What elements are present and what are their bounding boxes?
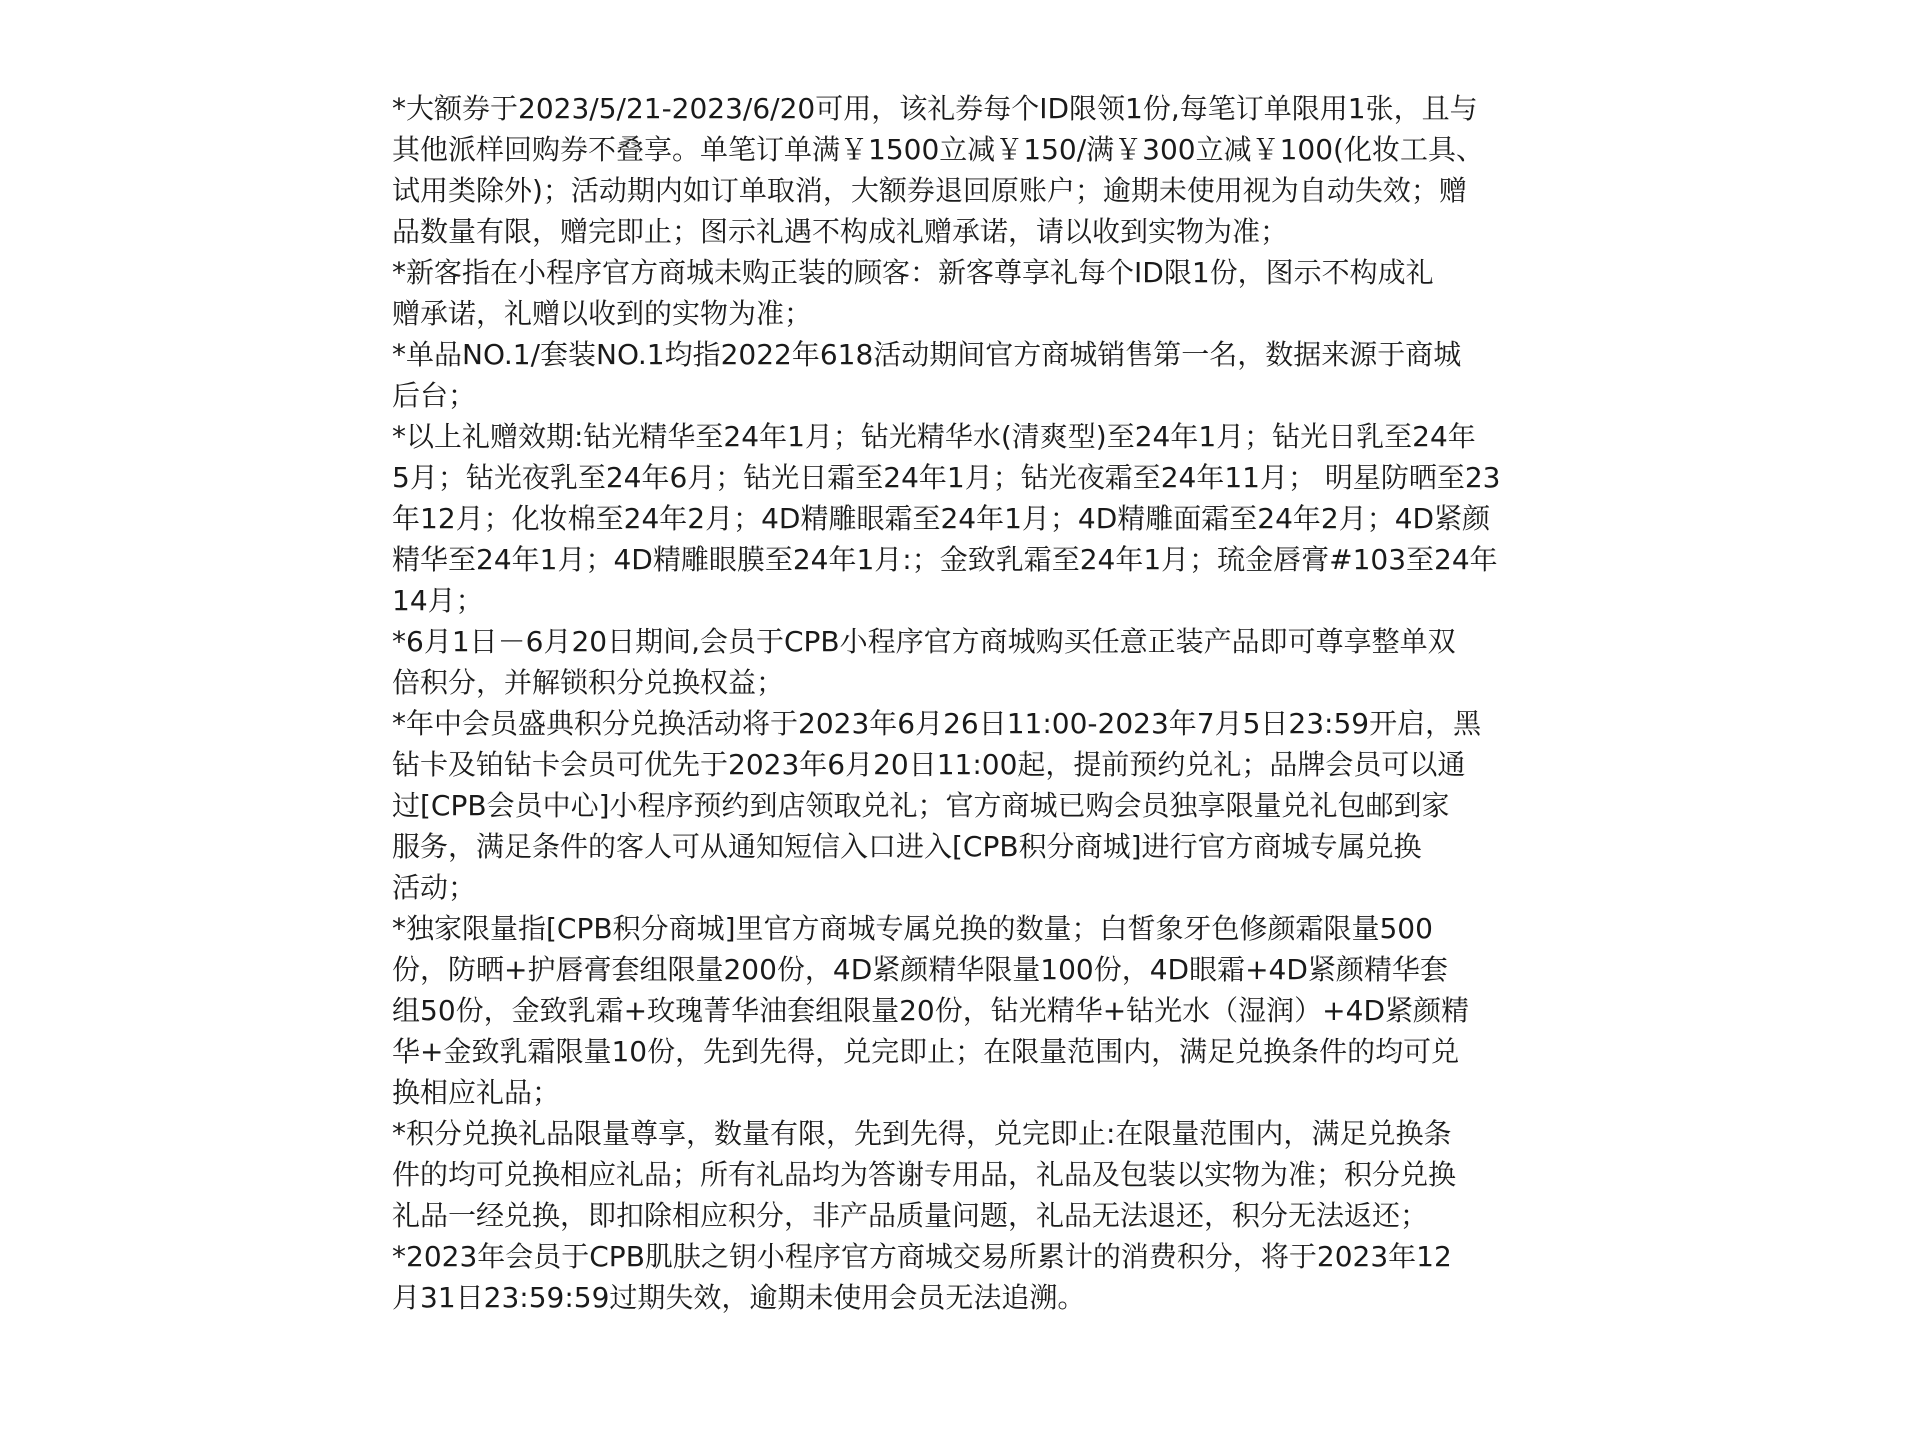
terms-new-customer-paragraph: *新客指在小程序官方商城未购正装的顾客：新客尊享礼每个ID限1份，图示不构成礼 赠承诺，礼赠以收到的实物为准； <box>392 256 1434 330</box>
terms-points-expiry-paragraph: *2023年会员于CPB肌肤之钥小程序官方商城交易所累计的消费积分，将于2023年12 月31日23:59:59过期失效，逾期未使用会员无法追溯。 <box>392 1240 1452 1314</box>
terms-no1-paragraph: *单品NO.1/套装NO.1均指2022年618活动期间官方商城销售第一名，数据来源于商城 后台； <box>392 338 1462 412</box>
terms-exclusive-limit-paragraph: *独家限量指[CPB积分商城]里官方商城专属兑换的数量；白皙象牙色修颜霜限量500 份，防晒+护唇膏套组限量200份，4D紧颜精华限量100份，4D眼霜+4D紧颜精华套 组50份，金致乳霜+玫瑰菁华油套组限量20份，钻光精华+钻光水（湿润）+4D紧颜精 华+金致乳霜限量10份，先到先得，兑完即止；在限量范围内，满足兑换条件的均可兑 换相应礼品； <box>392 912 1470 1109</box>
terms-and-conditions <box>392 88 1540 1318</box>
terms-points-event-paragraph: *年中会员盛典积分兑换活动将于2023年6月26日11:00-2023年7月5日23:59开启，黑 钻卡及铂钻卡会员可优先于2023年6月20日11:00起，提前预约兑礼；品牌会员可以通 过[CPB会员中心]小程序预约到店领取兑礼；官方商城已购会员独享限量兑礼包邮到家 服务，满足条件的客人可从通知短信入口进入[CPB积分商城]进行官方商城专属兑换 活动； <box>392 707 1482 904</box>
terms-redemption-rules-paragraph: *积分兑换礼品限量尊享，数量有限，先到先得，兑完即止:在限量范围内，满足兑换条 件的均可兑换相应礼品；所有礼品均为答谢专用品，礼品及包装以实物为准；积分兑换 礼品一经兑换，即扣除相应积分，非产品质量问题，礼品无法退还，积分无法返还； <box>392 1117 1457 1232</box>
terms-double-points-paragraph: *6月1日－6月20日期间,会员于CPB小程序官方商城购买任意正装产品即可尊享整单双 倍积分，并解锁积分兑换权益； <box>392 625 1456 699</box>
terms-gift-validity-paragraph: *以上礼赠效期:钻光精华至24年1月；钻光精华水(清爽型)至24年1月；钻光日乳至24年 5月；钻光夜乳至24年6月；钻光日霜至24年1月；钻光夜霜至24年11月； 明星防晒至23 年12月；化妆棉至24年2月；4D精雕眼霜至24年1月；4D精雕面霜至24年2月；4D紧颜 精华至24年1月；4D精雕眼膜至24年1月:；金致乳霜至24年1月；琉金唇膏#103至24年 14月； <box>392 420 1501 617</box>
terms-coupon-paragraph: *大额券于2023/5/21-2023/6/20可用，该礼券每个ID限领1份,每笔订单限用1张，且与 其他派样回购券不叠享。单笔订单满￥1500立减￥150/满￥300立减￥100(化妆工具、 试用类除外)；活动期内如订单取消，大额券退回原账户；逾期未使用视为自动失效；赠 品数量有限，赠完即止；图示礼遇不构成礼赠承诺，请以收到实物为准； <box>392 92 1484 248</box>
